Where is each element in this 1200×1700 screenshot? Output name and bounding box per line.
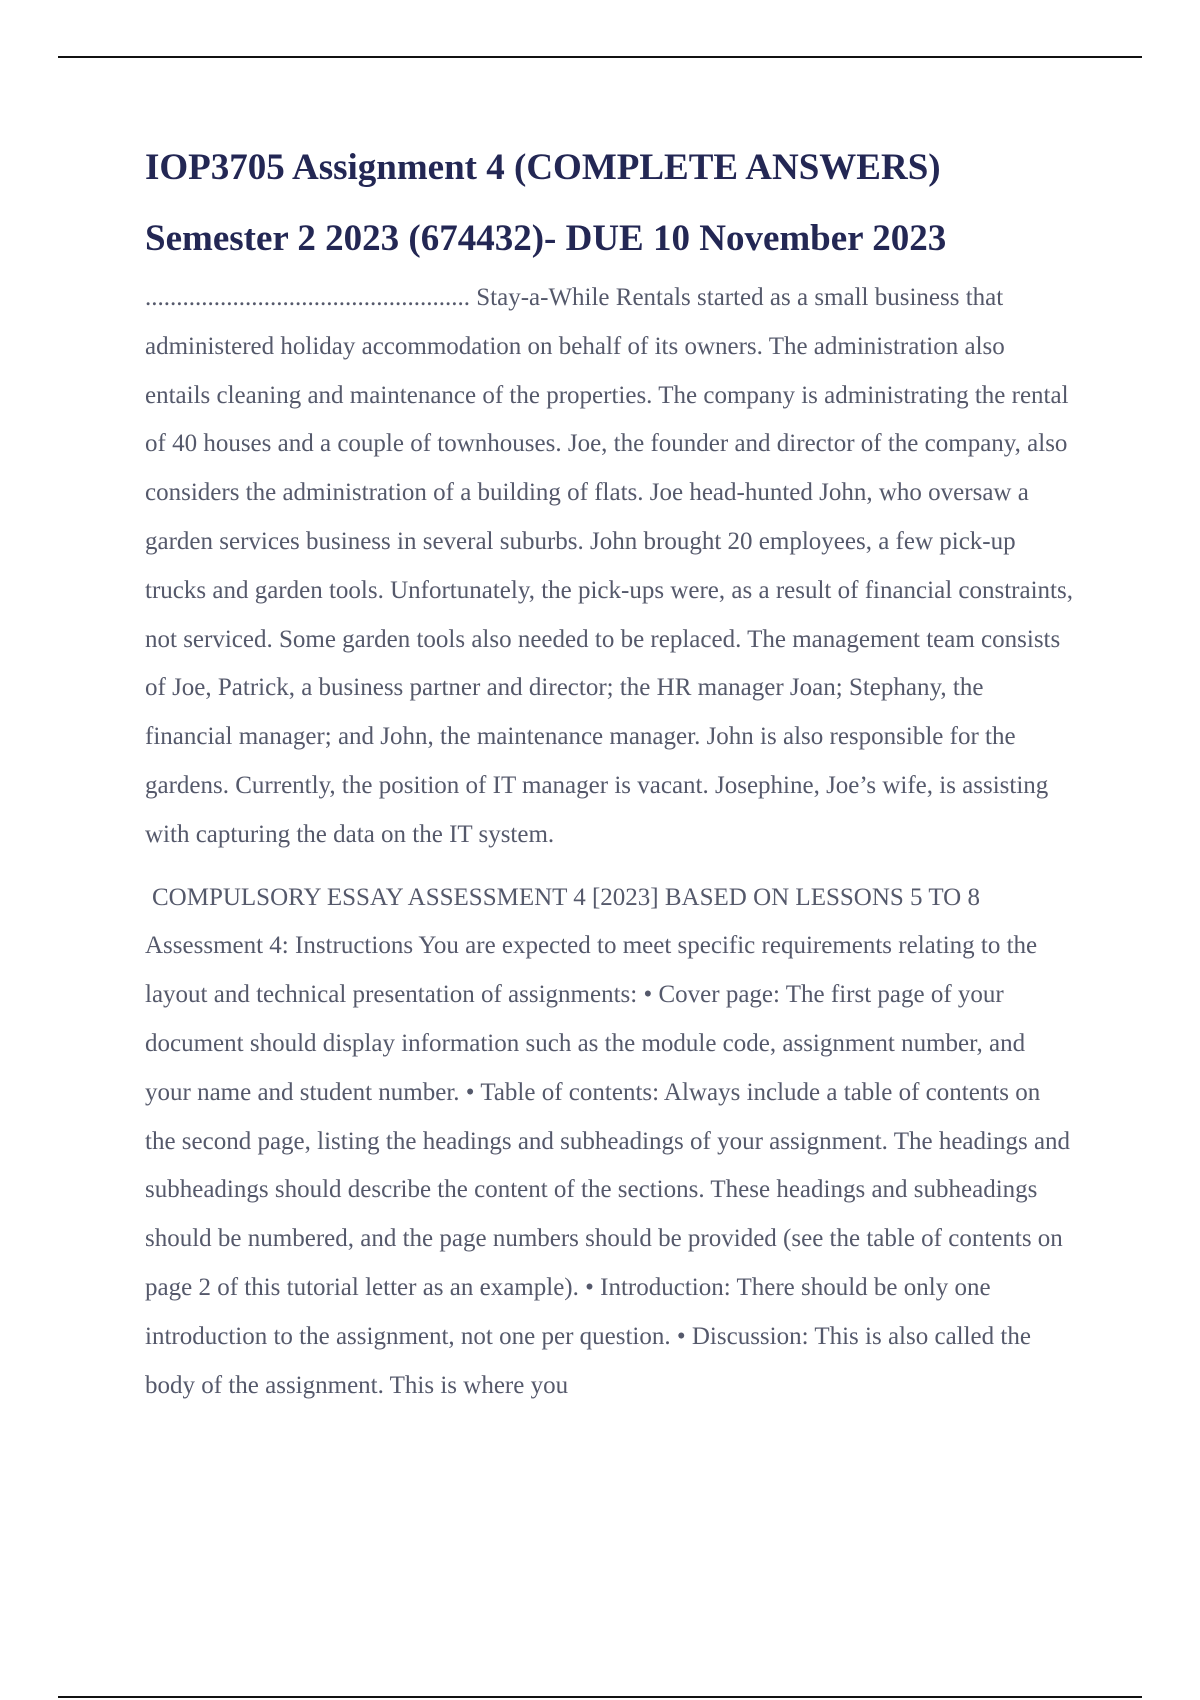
instructions-paragraph: COMPULSORY ESSAY ASSESSMENT 4 [2023] BASED ON LESSONS 5 TO 8 Assessment 4: Instructions You are expected to meet specific requirements relating to the layout and technical presentation of assignments: • Cover page: The first page of your document should display information such as the module code, assignment number, and your name and student number. • Table of contents: Always include a table of contents on the second page, listing the headings and subheadings of your assignment. The headings and subheadings should describe the content of the sections. These headings and subheadings should be numbered, and the page numbers should be provided (see the table of contents on page 2 of this tutorial letter as an example). • Introduction: There should be only one introduction to the assignment, not one per question. • Discussion: This is also called the body of the assignment. This is where you [145, 883, 1071, 1399]
case-study-paragraph [145, 274, 1075, 860]
bottom-rule [58, 1696, 1142, 1698]
title-line-1: IOP3705 Assignment 4 (COMPLETE ANSWERS) [145, 147, 941, 188]
leader-dots: .................................................... [145, 284, 470, 311]
top-rule [58, 56, 1142, 58]
document-body [145, 132, 1075, 1410]
title-line-2: Semester 2 2023 (674432)- DUE 10 November 2023 [145, 218, 947, 259]
case-study-text: Stay-a-While Rentals started as a small business that administered holiday accommodation on behalf of its owners. The administration also entails cleaning and maintenance of the properties. The company is administrating the rental of 40 houses and a couple of townhouses. Joe, the founder and director of the company, also considers the administration of a building of flats. Joe head-hunted John, who oversaw a garden services business in several suburbs. John brought 20 employees, a few pick-up trucks and garden tools. Unfortunately, the pick-ups were, as a result of financial constraints, not serviced. Some garden tools also needed to be replaced. The management team consists of Joe, Patrick, a business partner and director; the HR manager Joan; Stephany, the financial manager; and John, the maintenance manager. John is also responsible for the gardens. Currently, the position of IT manager is vacant. Josephine, Joe’s wife, is assisting with capturing the data on the IT system. [145, 284, 1073, 848]
document-title [145, 132, 1075, 274]
